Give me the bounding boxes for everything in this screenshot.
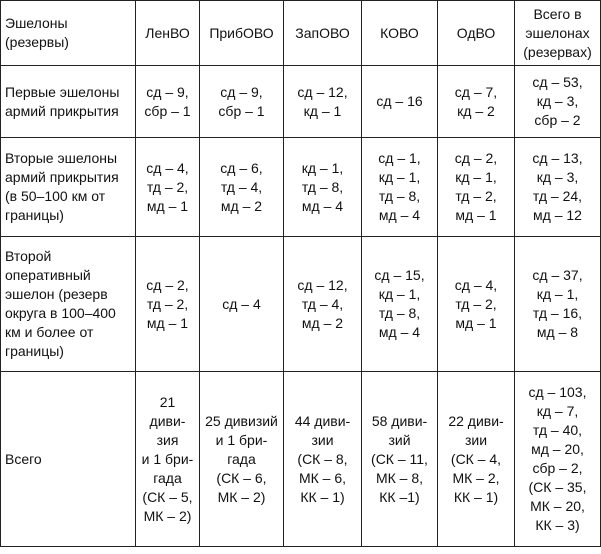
cell-line: мд – 4: [301, 197, 344, 214]
cell-zapovo: [284, 138, 362, 237]
cell-line: (СК – 5,: [142, 488, 193, 505]
cell-kovo: [362, 372, 438, 547]
cell-line: сд – 9,: [220, 83, 263, 100]
cell-line: 22 диви-: [448, 412, 504, 429]
cell-line: тд – 8,: [378, 305, 421, 321]
cell-line: тд – 16,: [532, 305, 583, 321]
cell-lenvo: [136, 372, 200, 547]
row-label: Вторые эшелоны армий прикрытия (в 50–100 км от границы): [1, 138, 136, 237]
cell-line: 44 диви-: [294, 412, 351, 429]
cell-line: мд – 1: [455, 314, 497, 331]
cell-line: КК – 3): [535, 517, 580, 533]
cell-line: диви-: [149, 412, 186, 429]
cell-line: МК – 8,: [375, 469, 424, 486]
header-lenvo: ЛенВО: [136, 1, 200, 66]
cell-line: кд – 1,: [536, 286, 579, 302]
header-total: Всего в эшелонах (резервах): [515, 1, 601, 66]
table-row: [1, 138, 601, 237]
cell-line: КК – 1): [453, 488, 499, 505]
cell-line: кд – 1,: [301, 159, 344, 176]
cell-line: МК – 6,: [298, 469, 347, 486]
cell-line: тд – 2,: [146, 178, 189, 195]
cell-line: зий: [388, 431, 411, 448]
cell-line: МК – 2): [217, 488, 266, 505]
cell-lenvo: [136, 66, 200, 138]
cell-line: КК –1): [379, 488, 420, 505]
cell-line: тд – 2,: [455, 188, 497, 204]
cell-line: тд – 8,: [378, 188, 421, 204]
cell-line: сд – 1,: [378, 150, 421, 166]
cell-line: 21: [159, 393, 176, 410]
cell-total: [515, 237, 601, 372]
row-label: Первые эшелоны армий прикрытия: [1, 66, 136, 138]
cell-lenvo: [136, 138, 200, 237]
cell-line: кд – 1: [303, 102, 342, 119]
cell-zapovo: [284, 372, 362, 547]
cell-total: [515, 138, 601, 237]
table-body: [1, 1, 601, 547]
cell-line: МК – 20,: [530, 498, 585, 514]
cell-line: сд – 103,: [528, 384, 587, 400]
cell-line: кд – 1,: [378, 169, 421, 185]
cell-pribovo: [200, 237, 284, 372]
cell-line: сд – 12,: [297, 83, 348, 100]
cell-pribovo: [200, 66, 284, 138]
cell-line: сд – 4,: [454, 276, 498, 293]
table-row: [1, 66, 601, 138]
cell-line: сбр – 1: [218, 102, 265, 119]
cell-line: сд – 4: [222, 295, 261, 312]
cell-line: зии: [464, 431, 488, 448]
cell-line: сд – 13,: [532, 150, 583, 166]
table-row: [1, 372, 601, 547]
cell-line: мд – 1: [455, 207, 497, 223]
cell-line: мд – 4: [378, 207, 421, 223]
cell-line: сд – 12,: [297, 276, 348, 293]
cell-line: и 1 бри-: [215, 431, 268, 448]
cell-pribovo: [200, 372, 284, 547]
cell-line: мд – 2: [220, 197, 263, 214]
cell-kovo: [362, 66, 438, 138]
cell-pribovo: [200, 138, 284, 237]
cell-line: кд – 2: [457, 102, 495, 119]
row-label: Всего: [1, 372, 136, 547]
cell-line: гада: [227, 450, 256, 467]
cell-kovo: [362, 237, 438, 372]
header-zapovo: ЗапОВО: [284, 1, 362, 66]
cell-line: сбр – 2: [534, 112, 581, 128]
cell-line: сд – 2,: [454, 150, 498, 166]
cell-kovo: [362, 138, 438, 237]
cell-line: мд – 1: [146, 197, 189, 214]
cell-line: сд – 7,: [454, 83, 498, 100]
cell-line: КК – 1): [300, 488, 345, 505]
cell-line: сд – 4,: [146, 159, 189, 176]
cell-line: тд – 40,: [532, 422, 583, 438]
cell-line: сбр – 2,: [532, 460, 583, 476]
cell-total: [515, 372, 601, 547]
cell-line: кд – 3,: [536, 93, 579, 109]
cell-line: сд – 2,: [146, 276, 189, 293]
cell-odvo: [438, 138, 515, 237]
cell-odvo: [438, 372, 515, 547]
cell-line: МК – 2): [143, 507, 192, 524]
cell-odvo: [438, 66, 515, 138]
cell-line: тд – 24,: [532, 188, 583, 204]
cell-line: кд – 1,: [455, 169, 497, 185]
cell-line: сд – 6,: [220, 159, 263, 176]
cell-line: тд – 2,: [146, 295, 189, 312]
cell-line: мд – 8: [536, 324, 579, 340]
cell-line: сд – 15,: [374, 267, 425, 283]
cell-line: тд – 8,: [301, 178, 344, 195]
cell-line: тд – 2,: [455, 295, 497, 312]
cell-line: кд – 1,: [378, 286, 421, 302]
cell-line: МК – 2,: [452, 469, 500, 486]
cell-line: (СК – 11,: [371, 450, 428, 467]
cell-line: тд – 4,: [301, 295, 344, 312]
cell-line: мд – 2: [301, 314, 344, 331]
cell-line: сд – 9,: [146, 83, 189, 100]
cell-line: (СК – 35,: [528, 479, 587, 495]
cell-zapovo: [284, 66, 362, 138]
cell-line: гада: [153, 469, 182, 486]
table-row: [1, 237, 601, 372]
cell-line: мд – 1: [146, 314, 189, 331]
header-row: [1, 1, 601, 66]
header-kovo: КОВО: [362, 1, 438, 66]
cell-line: кд – 3,: [536, 169, 579, 185]
cell-line: сбр – 1: [144, 102, 191, 119]
header-echelons: Эшелоны (резервы): [1, 1, 136, 66]
row-label: Второй оперативный эшелон (резерв округа в 100–400 км и более от границы): [1, 237, 136, 372]
cell-odvo: [438, 237, 515, 372]
cell-line: мд – 20,: [531, 441, 584, 457]
header-odvo: ОдВО: [438, 1, 515, 66]
cell-lenvo: [136, 237, 200, 372]
cell-line: мд – 12: [533, 207, 582, 223]
cell-zapovo: [284, 237, 362, 372]
cell-line: сд – 53,: [532, 74, 583, 90]
cell-total: [515, 66, 601, 138]
cell-line: 58 диви-: [371, 412, 428, 429]
cell-line: сд – 37,: [532, 267, 583, 283]
cell-line: зия: [156, 431, 179, 448]
cell-line: 25 дивизий: [205, 412, 278, 429]
cell-line: зии: [311, 431, 334, 448]
cell-line: и 1 бри-: [141, 450, 194, 467]
cell-line: сд – 16: [376, 93, 423, 109]
cell-line: мд – 4: [378, 324, 421, 340]
cell-line: (СК – 4,: [450, 450, 502, 467]
header-pribovo: ПрибОВО: [200, 1, 284, 66]
cell-line: (СК – 6,: [216, 469, 267, 486]
cell-line: кд – 7,: [536, 403, 579, 419]
cell-line: (СК – 8,: [297, 450, 348, 467]
cell-line: тд – 4,: [220, 178, 263, 195]
